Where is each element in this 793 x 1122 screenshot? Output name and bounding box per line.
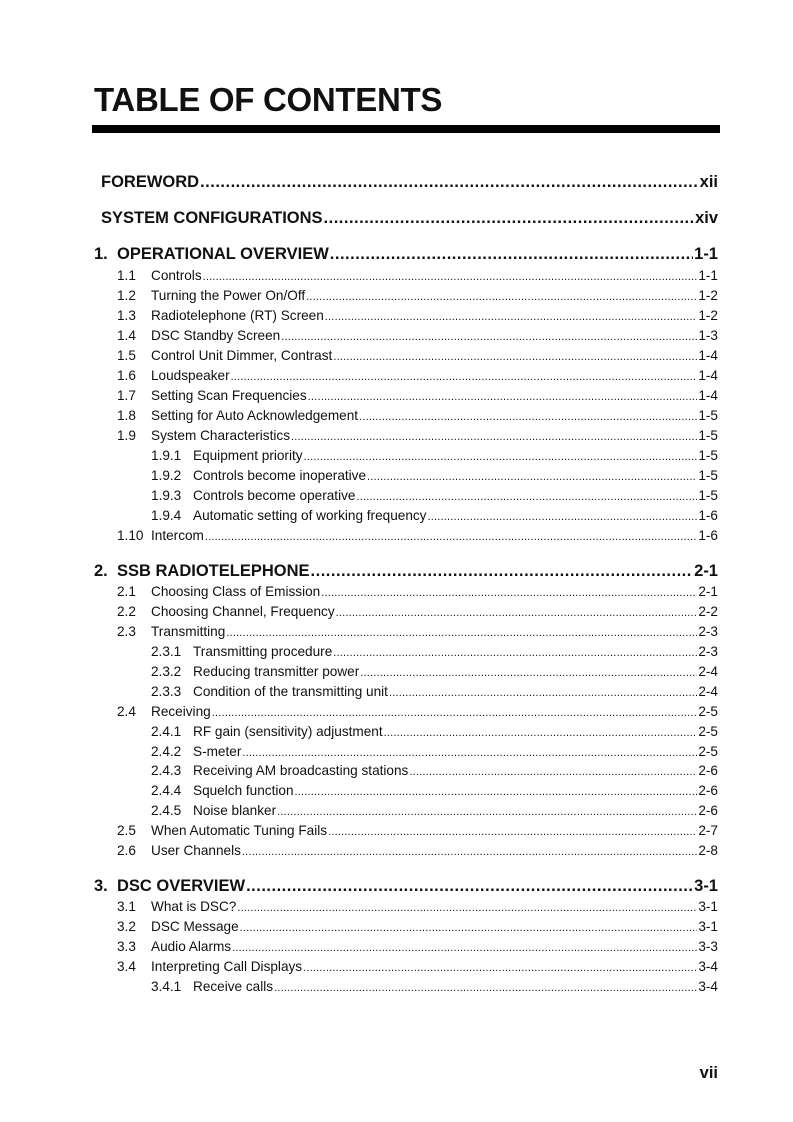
dot-leader	[240, 922, 698, 934]
dot-leader	[336, 607, 698, 619]
toc-entry-title: Choosing Class of Emission	[151, 584, 321, 599]
toc-chapter-entry[interactable]	[94, 245, 718, 264]
toc-entry-title: What is DSC?	[151, 899, 237, 914]
toc-entry-page: 1-6	[698, 508, 718, 523]
toc-entry-page: 1-3	[698, 328, 718, 343]
toc-entry-number: 2.2	[117, 604, 136, 619]
toc-section-entry[interactable]	[117, 368, 718, 383]
toc-entry-title: Control Unit Dimmer, Contrast	[151, 348, 333, 363]
toc-entry-number: 2.	[94, 562, 108, 580]
toc-section-entry[interactable]	[117, 624, 718, 639]
toc-entry-page: 2-1	[694, 562, 718, 580]
toc-entry-number: 2.3.2	[151, 664, 182, 679]
toc-entry-title: Transmitting procedure	[193, 644, 333, 659]
toc-subsection-entry[interactable]	[151, 744, 718, 759]
dot-leader	[212, 707, 698, 719]
toc-entry-page: 1-1	[698, 268, 718, 283]
toc-entry-number: 2.4	[117, 704, 136, 719]
dot-leader	[359, 411, 697, 423]
toc-entry-page: 1-4	[698, 368, 718, 383]
toc-entry-page: 2-7	[698, 823, 718, 838]
dot-leader	[203, 271, 698, 283]
toc-subsection-entry[interactable]	[151, 724, 718, 739]
toc-subsection-entry[interactable]	[151, 488, 718, 503]
toc-entry-page: 1-2	[698, 308, 718, 323]
toc-section-entry[interactable]	[117, 268, 718, 283]
toc-entry-title: Receiving	[151, 704, 211, 719]
dot-leader	[205, 531, 697, 543]
dot-leader	[367, 471, 697, 483]
toc-entry-page: xiv	[695, 209, 718, 227]
dot-leader	[384, 727, 698, 739]
dot-leader	[324, 209, 695, 228]
page-number: vii	[699, 1064, 718, 1082]
toc-entry-number: 1.9.1	[151, 448, 182, 463]
toc-subsection-entry[interactable]	[151, 664, 718, 679]
toc-entry-number: 2.4.5	[151, 803, 182, 818]
dot-leader	[291, 431, 697, 443]
toc-entry-page: 3-4	[698, 959, 718, 974]
toc-entry-number: 1.7	[117, 388, 136, 403]
toc-entry-number: 3.1	[117, 899, 136, 914]
toc-entry-page: 2-3	[698, 644, 718, 659]
toc-entry-title: Controls become operative	[193, 488, 356, 503]
toc-entry-number: 2.3	[117, 624, 136, 639]
toc-subsection-entry[interactable]	[151, 803, 718, 818]
toc-entry-title: Squelch function	[193, 783, 294, 798]
toc-chapter-entry[interactable]	[94, 877, 718, 896]
toc-entry-number: 2.6	[117, 843, 136, 858]
toc-entry-page: 3-1	[694, 877, 718, 895]
toc-entry-page: 1-5	[698, 408, 718, 423]
toc-entry-title: Controls	[151, 268, 202, 283]
toc-subsection-entry[interactable]	[151, 763, 718, 778]
dot-leader	[325, 311, 698, 323]
toc-entry-number: 3.4	[117, 959, 136, 974]
toc-entry-page: 1-6	[698, 528, 718, 543]
toc-entry-number: 1.2	[117, 288, 136, 303]
toc-entry-title: S-meter	[193, 744, 242, 759]
toc-entry-page: 1-1	[694, 245, 718, 263]
toc-entry-page: xii	[699, 173, 718, 191]
toc-entry-page: 2-6	[698, 763, 718, 778]
toc-section-entry[interactable]	[117, 899, 718, 914]
toc-section-entry[interactable]	[117, 959, 718, 974]
toc-entry-title: DSC Message	[151, 919, 239, 934]
toc-top-entry[interactable]	[101, 209, 718, 228]
page-title: TABLE OF CONTENTS	[94, 81, 443, 118]
toc-entry-title: Loudspeaker	[151, 368, 230, 383]
toc-entry-number: 2.4.4	[151, 783, 182, 798]
toc-subsection-entry[interactable]	[151, 783, 718, 798]
toc-entry-number: 3.2	[117, 919, 136, 934]
toc-entry-page: 1-5	[698, 468, 718, 483]
dot-leader	[232, 942, 697, 954]
toc-subsection-entry[interactable]	[151, 644, 718, 659]
toc-entry-number: 2.4.1	[151, 724, 182, 739]
toc-entry-page: 3-3	[698, 939, 718, 954]
dot-leader	[274, 982, 697, 994]
toc-section-entry[interactable]	[117, 288, 718, 303]
dot-leader	[328, 826, 697, 838]
dot-leader	[330, 245, 693, 264]
dot-leader	[333, 351, 697, 363]
toc-entry-number: 1.9.2	[151, 468, 182, 483]
toc-entry-number: 1.6	[117, 368, 136, 383]
toc-entry-number: 1.3	[117, 308, 136, 323]
dot-leader	[226, 627, 697, 639]
toc-entry-title: Intercom	[151, 528, 204, 543]
toc-entry-number: 1.9	[117, 428, 136, 443]
toc-entry-number: 3.	[94, 877, 108, 895]
toc-entry-number: 2.4.3	[151, 763, 182, 778]
dot-leader	[295, 786, 698, 798]
toc-entry-number: 1.10	[117, 528, 144, 543]
dot-leader	[281, 331, 697, 343]
toc-entry-number: 3.4.1	[151, 979, 182, 994]
toc-entry-title: Equipment priority	[193, 448, 303, 463]
toc-entry-page: 2-6	[698, 803, 718, 818]
toc-entry-page: 1-4	[698, 348, 718, 363]
toc-entry-number: 2.5	[117, 823, 136, 838]
toc-entry-number: 2.3.1	[151, 644, 182, 659]
toc-entry-title: Noise blanker	[193, 803, 277, 818]
dot-leader	[308, 391, 698, 403]
toc-entry-page: 2-1	[698, 584, 718, 599]
toc-subsection-entry[interactable]	[151, 979, 718, 994]
toc-entry-number: 1.9.4	[151, 508, 182, 523]
toc-section-entry[interactable]	[117, 823, 718, 838]
dot-leader	[427, 511, 697, 523]
toc-section-entry[interactable]	[117, 939, 718, 954]
toc-entry-number: 2.3.3	[151, 684, 182, 699]
toc-subsection-entry[interactable]	[151, 468, 718, 483]
toc-entry-title: Reducing transmitter power	[193, 664, 360, 679]
toc-top-entry[interactable]	[101, 173, 718, 192]
toc-entry-page: 2-4	[698, 664, 718, 679]
toc-entry-number: 1.8	[117, 408, 136, 423]
toc-section-entry[interactable]	[117, 388, 718, 403]
dot-leader	[356, 491, 697, 503]
toc-entry-number: 1.9.3	[151, 488, 182, 503]
toc-chapter-entry[interactable]	[94, 562, 718, 581]
toc-section-entry[interactable]	[117, 604, 718, 619]
toc-entry-title: When Automatic Tuning Fails	[151, 823, 328, 838]
toc-entry-title: FOREWORD	[101, 173, 200, 191]
toc-subsection-entry[interactable]	[151, 508, 718, 523]
toc-entry-page: 2-8	[698, 843, 718, 858]
toc-entry-page: 2-5	[698, 704, 718, 719]
toc-entry-title: RF gain (sensitivity) adjustment	[193, 724, 383, 739]
toc-section-entry[interactable]	[117, 428, 718, 443]
dot-leader	[409, 766, 697, 778]
dot-leader	[311, 562, 694, 581]
toc-entry-title: Receiving AM broadcasting stations	[193, 763, 409, 778]
toc-entry-title: Audio Alarms	[151, 939, 232, 954]
toc-section-entry[interactable]	[117, 328, 718, 343]
toc-entry-page: 1-5	[698, 488, 718, 503]
toc-subsection-entry[interactable]	[151, 448, 718, 463]
toc-entry-page: 2-6	[698, 783, 718, 798]
toc-subsection-entry[interactable]	[151, 684, 718, 699]
toc-section-entry[interactable]	[117, 704, 718, 719]
dot-leader	[200, 173, 699, 192]
toc-entry-page: 2-4	[698, 684, 718, 699]
toc-entry-title: OPERATIONAL OVERVIEW	[117, 245, 329, 263]
toc-entry-number: 1.1	[117, 268, 136, 283]
dot-leader	[304, 451, 698, 463]
toc-entry-title: Receive calls	[193, 979, 274, 994]
toc-entry-title: User Channels	[151, 843, 241, 858]
dot-leader	[389, 687, 697, 699]
dot-leader	[333, 647, 697, 659]
toc-entry-title: Transmitting	[151, 624, 226, 639]
toc-entry-number: 2.1	[117, 584, 136, 599]
toc-entry-page: 3-1	[698, 899, 718, 914]
toc-section-entry[interactable]	[117, 843, 718, 858]
toc-entry-title: SYSTEM CONFIGURATIONS	[101, 209, 323, 227]
toc-entry-title: Turning the Power On/Off	[151, 288, 306, 303]
toc-entry-title: Radiotelephone (RT) Screen	[151, 308, 324, 323]
toc-entry-number: 2.4.2	[151, 744, 182, 759]
toc-section-entry[interactable]	[117, 584, 718, 599]
toc-entry-page: 2-3	[698, 624, 718, 639]
dot-leader	[277, 806, 697, 818]
toc-entry-title: Setting Scan Frequencies	[151, 388, 307, 403]
toc-entry-page: 3-1	[698, 919, 718, 934]
toc-entry-page: 1-2	[698, 288, 718, 303]
toc-section-entry[interactable]	[117, 919, 718, 934]
toc-entry-page: 2-5	[698, 744, 718, 759]
toc-entry-page: 2-5	[698, 724, 718, 739]
toc-entry-title: SSB RADIOTELEPHONE	[117, 562, 310, 580]
toc-section-entry[interactable]	[117, 348, 718, 363]
dot-leader	[242, 747, 697, 759]
toc-entry-number: 1.5	[117, 348, 136, 363]
toc-entry-title: Condition of the transmitting unit	[193, 684, 388, 699]
toc-entry-page: 2-2	[698, 604, 718, 619]
dot-leader	[242, 846, 697, 858]
toc-entry-title: System Characteristics	[151, 428, 290, 443]
toc-entry-title: DSC Standby Screen	[151, 328, 281, 343]
dot-leader	[246, 877, 693, 896]
toc-entry-number: 3.3	[117, 939, 136, 954]
toc-entry-page: 1-5	[698, 428, 718, 443]
dot-leader	[237, 902, 697, 914]
toc-entry-title: Setting for Auto Acknowledgement	[151, 408, 359, 423]
toc-entry-title: DSC OVERVIEW	[117, 877, 246, 895]
toc-section-entry[interactable]	[117, 528, 718, 543]
toc-section-entry[interactable]	[117, 408, 718, 423]
dot-leader	[321, 587, 697, 599]
toc-entry-title: Choosing Channel, Frequency	[151, 604, 335, 619]
toc-entry-page: 1-4	[698, 388, 718, 403]
dot-leader	[306, 291, 697, 303]
toc-section-entry[interactable]	[117, 308, 718, 323]
toc-entry-title: Automatic setting of working frequency	[193, 508, 427, 523]
toc-entry-page: 3-4	[698, 979, 718, 994]
toc-entry-title: Interpreting Call Displays	[151, 959, 303, 974]
toc-entry-page: 1-5	[698, 448, 718, 463]
dot-leader	[360, 667, 697, 679]
dot-leader	[231, 371, 698, 383]
dot-leader	[303, 962, 697, 974]
toc-entry-number: 1.	[94, 245, 108, 263]
toc-entry-title: Controls become inoperative	[193, 468, 367, 483]
toc-entry-number: 1.4	[117, 328, 136, 343]
